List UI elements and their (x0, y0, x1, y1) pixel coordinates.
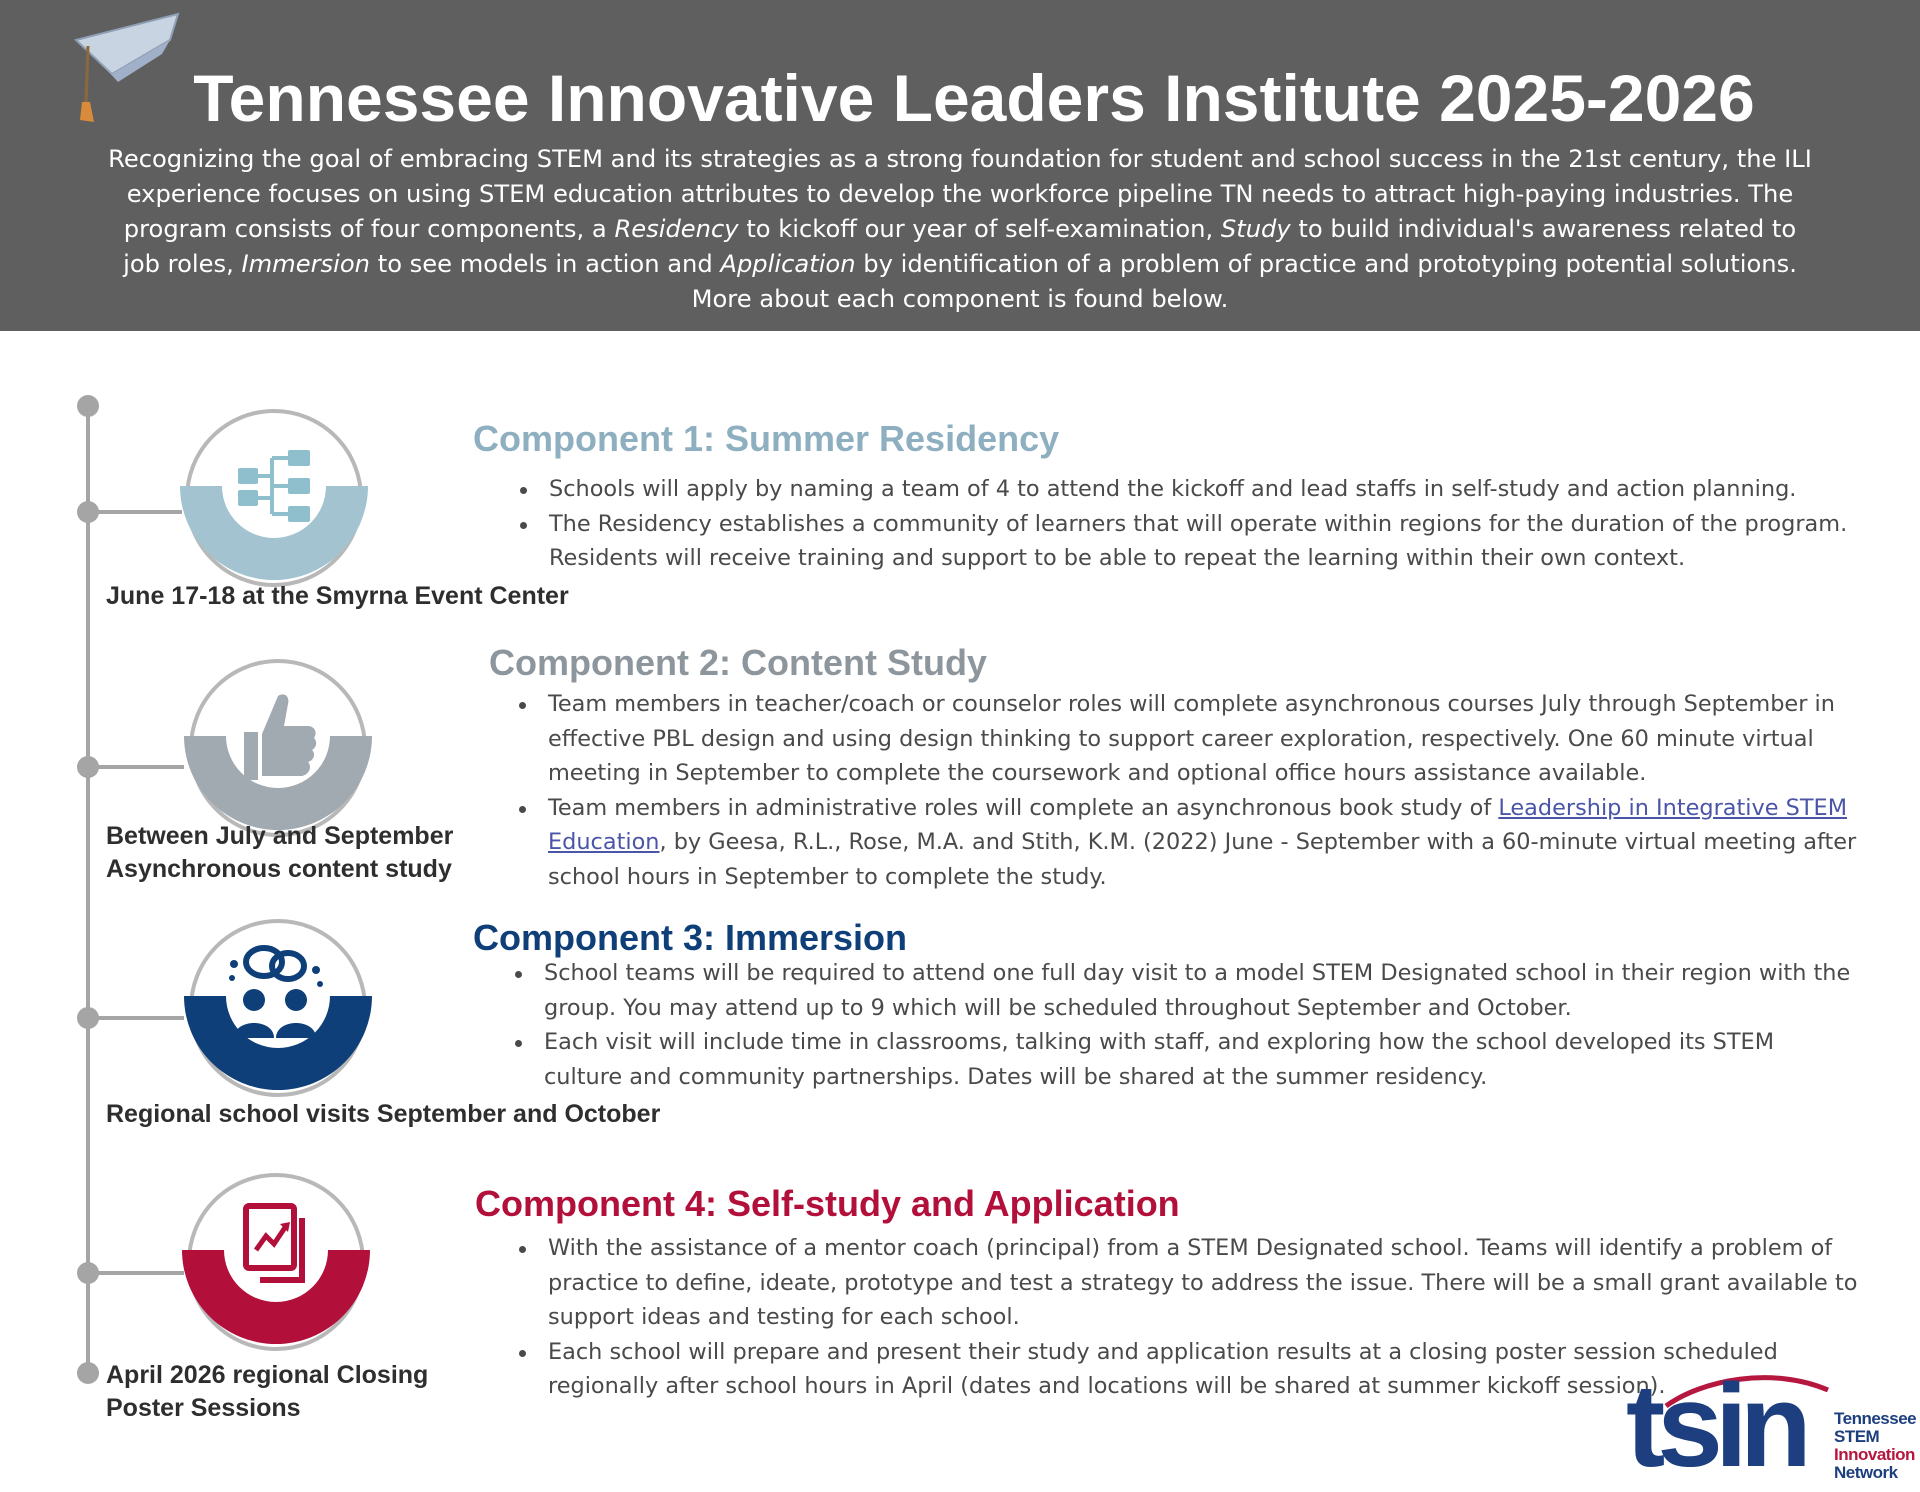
header-banner (0, 0, 1920, 331)
logo-wordmark: tsin (1626, 1360, 1804, 1492)
list-item: Each school will prepare and present their study and application results at a closing poster session scheduled regionally after school hours in April (dates and locations will be shared at summer kickoff session). (517, 1335, 1857, 1404)
timeline-branch (90, 765, 184, 769)
component-3-date: Regional school visits September and October (106, 1100, 661, 1128)
component-2-bullets (517, 687, 1856, 894)
list-item: Team members in teacher/coach or counselor roles will complete asynchronous courses July through September in effective PBL design and using design thinking to support career exploration, respectively. One 60 minute virtual meeting in September to complete the coursework and optional office hours assistance available. (517, 687, 1856, 791)
timeline-dot (77, 395, 99, 417)
component-3-title: Component 3: Immersion (473, 917, 908, 958)
logo-text: Tennessee STEM Innovation Network (1834, 1409, 1917, 1482)
timeline-dot (77, 1362, 99, 1384)
thumbs-up-icon (238, 690, 318, 782)
component-1-date: June 17-18 at the Smyrna Event Center (106, 582, 569, 610)
hierarchy-diagram-icon (236, 448, 316, 528)
component-2-date: Between July and September Asynchronous content study (106, 822, 454, 883)
list-item: School teams will be required to attend one full day visit to a model STEM Designated school in their region with the group. You may attend up to 9 which will be scheduled throughout September and October. (513, 956, 1850, 1025)
timeline-branch (90, 510, 182, 514)
component-1-title: Component 1: Summer Residency (473, 418, 1060, 459)
people-discussion-icon (226, 942, 330, 1046)
page-title: Tennessee Innovative Leaders Institute 2025-2026 (193, 61, 1755, 135)
component-4-title: Component 4: Self-study and Application (475, 1183, 1180, 1224)
timeline-line (86, 405, 90, 1375)
list-item: With the assistance of a mentor coach (principal) from a STEM Designated school. Teams will identify a problem of practice to define, ideate, prototype and test a strategy to address the issue. There will be a small grant available to support ideas and testing for each school. (517, 1231, 1857, 1335)
list-item: Team members in administrative roles will complete an asynchronous book study of Leadership in Integrative STEM Education, by Geesa, R.L., Rose, M.A. and Stith, K.M. (2022) June - September with a 60-minute virtual meeting after school hours in September to complete the study. (517, 791, 1856, 895)
timeline-branch (90, 1016, 184, 1020)
list-item: Schools will apply by naming a team of 4 to attend the kickoff and lead staffs in self-study and action planning. (518, 472, 1847, 507)
intro-paragraph: Recognizing the goal of embracing STEM and its strategies as a strong foundation for student and school success in the 21st century, the ILI experience focuses on using STEM education attributes to develop the workforce pipeline TN needs to attract high-paying industries. The program consists of four components, a Residency to kickoff our year of self-examination, Study to build individual's awareness related to job roles, Immersion to see models in action and Application by identification of a problem of practice and prototyping potential solutions. More about each component is found below. (108, 145, 1812, 313)
tsin-logo (1622, 1360, 1920, 1492)
component-2-title: Component 2: Content Study (489, 642, 987, 683)
component-4-date: April 2026 regional Closing Poster Sessions (106, 1361, 429, 1422)
report-chart-icon (242, 1202, 314, 1286)
component-2-badge (180, 650, 376, 846)
component-3-bullets (513, 956, 1850, 1094)
component-3-badge (180, 910, 376, 1106)
component-1-badge (176, 400, 372, 596)
book-link[interactable]: Leadership in Integrative STEM (1498, 794, 1848, 821)
component-4-badge (178, 1164, 374, 1360)
book-link-continued[interactable]: Education (548, 829, 660, 855)
list-item: The Residency establishes a community of learners that will operate within regions for the duration of the program. Residents will receive training and support to be able to repeat the learning within their own context. (518, 507, 1847, 576)
component-1-bullets (518, 472, 1847, 576)
timeline-branch (90, 1271, 184, 1275)
list-item: Each visit will include time in classrooms, talking with staff, and exploring how the school developed its STEM culture and community partnerships. Dates will be shared at the summer residency. (513, 1025, 1850, 1094)
